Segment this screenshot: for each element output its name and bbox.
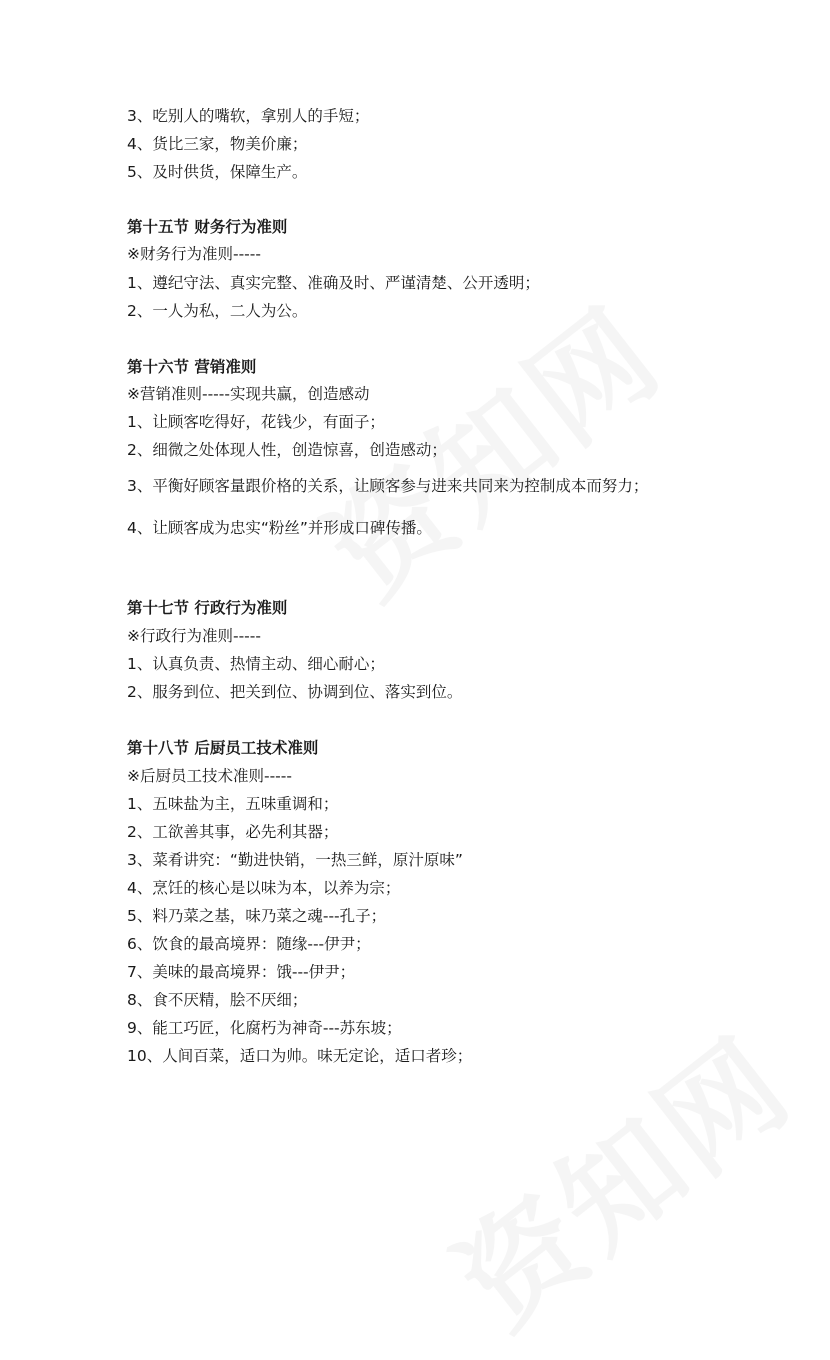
list-item: 1、让顾客吃得好，花钱少，有面子； [127, 413, 385, 431]
section-intro: ※营销准则-----实现共赢，创造感动 [127, 385, 370, 403]
section-heading: 第十六节 营销准则 [127, 357, 257, 376]
watermark [417, 992, 821, 1360]
list-item: 7、美味的最高境界：饿---伊尹； [127, 963, 356, 981]
list-item: 8、食不厌精，脍不厌细； [127, 991, 308, 1009]
section-heading: 第十五节 财务行为准则 [127, 217, 288, 236]
list-item: 3、菜肴讲究：“勤进快销，一热三鲜，原汁原味” [127, 851, 463, 869]
list-item: 1、五味盐为主，五味重调和； [127, 795, 339, 813]
list-item: 9、能工巧匠，化腐朽为神奇---苏东坡； [127, 1019, 402, 1037]
list-item: 3、平衡好顾客量跟价格的关系，让顾客参与进来共同来为控制成本而努力； [127, 477, 649, 495]
section-heading: 第十七节 行政行为准则 [127, 598, 288, 617]
list-item: 10、人间百菜，适口为帅。味无定论，适口者珍； [127, 1047, 473, 1065]
list-item: 1、遵纪守法、真实完整、准确及时、严谨清楚、公开透明； [127, 274, 540, 292]
section-intro: ※财务行为准则----- [127, 245, 261, 263]
section-heading: 第十八节 后厨员工技术准则 [127, 738, 319, 757]
list-item: 2、工欲善其事，必先利其器； [127, 823, 339, 841]
list-item: 4、让顾客成为忠实“粉丝”并形成口碑传播。 [127, 519, 432, 537]
list-item: 6、饮食的最高境界：随缘---伊尹； [127, 935, 371, 953]
list-item: 2、服务到位、把关到位、协调到位、落实到位。 [127, 683, 463, 701]
list-item: 5、及时供货，保障生产。 [127, 163, 308, 181]
list-item: 2、一人为私，二人为公。 [127, 302, 308, 320]
list-item: 3、吃别人的嘴软，拿别人的手短； [127, 107, 370, 125]
section-intro: ※后厨员工技术准则----- [127, 767, 292, 785]
list-item: 4、烹饪的核心是以味为本，以养为宗； [127, 879, 401, 897]
list-item: 5、料乃菜之基，味乃菜之魂---孔子； [127, 907, 387, 925]
section-intro: ※行政行为准则----- [127, 627, 261, 645]
list-item: 1、认真负责、热情主动、细心耐心； [127, 655, 385, 673]
list-item: 2、细微之处体现人性，创造惊喜，创造感动； [127, 441, 447, 459]
list-item: 4、货比三家，物美价廉； [127, 135, 308, 153]
